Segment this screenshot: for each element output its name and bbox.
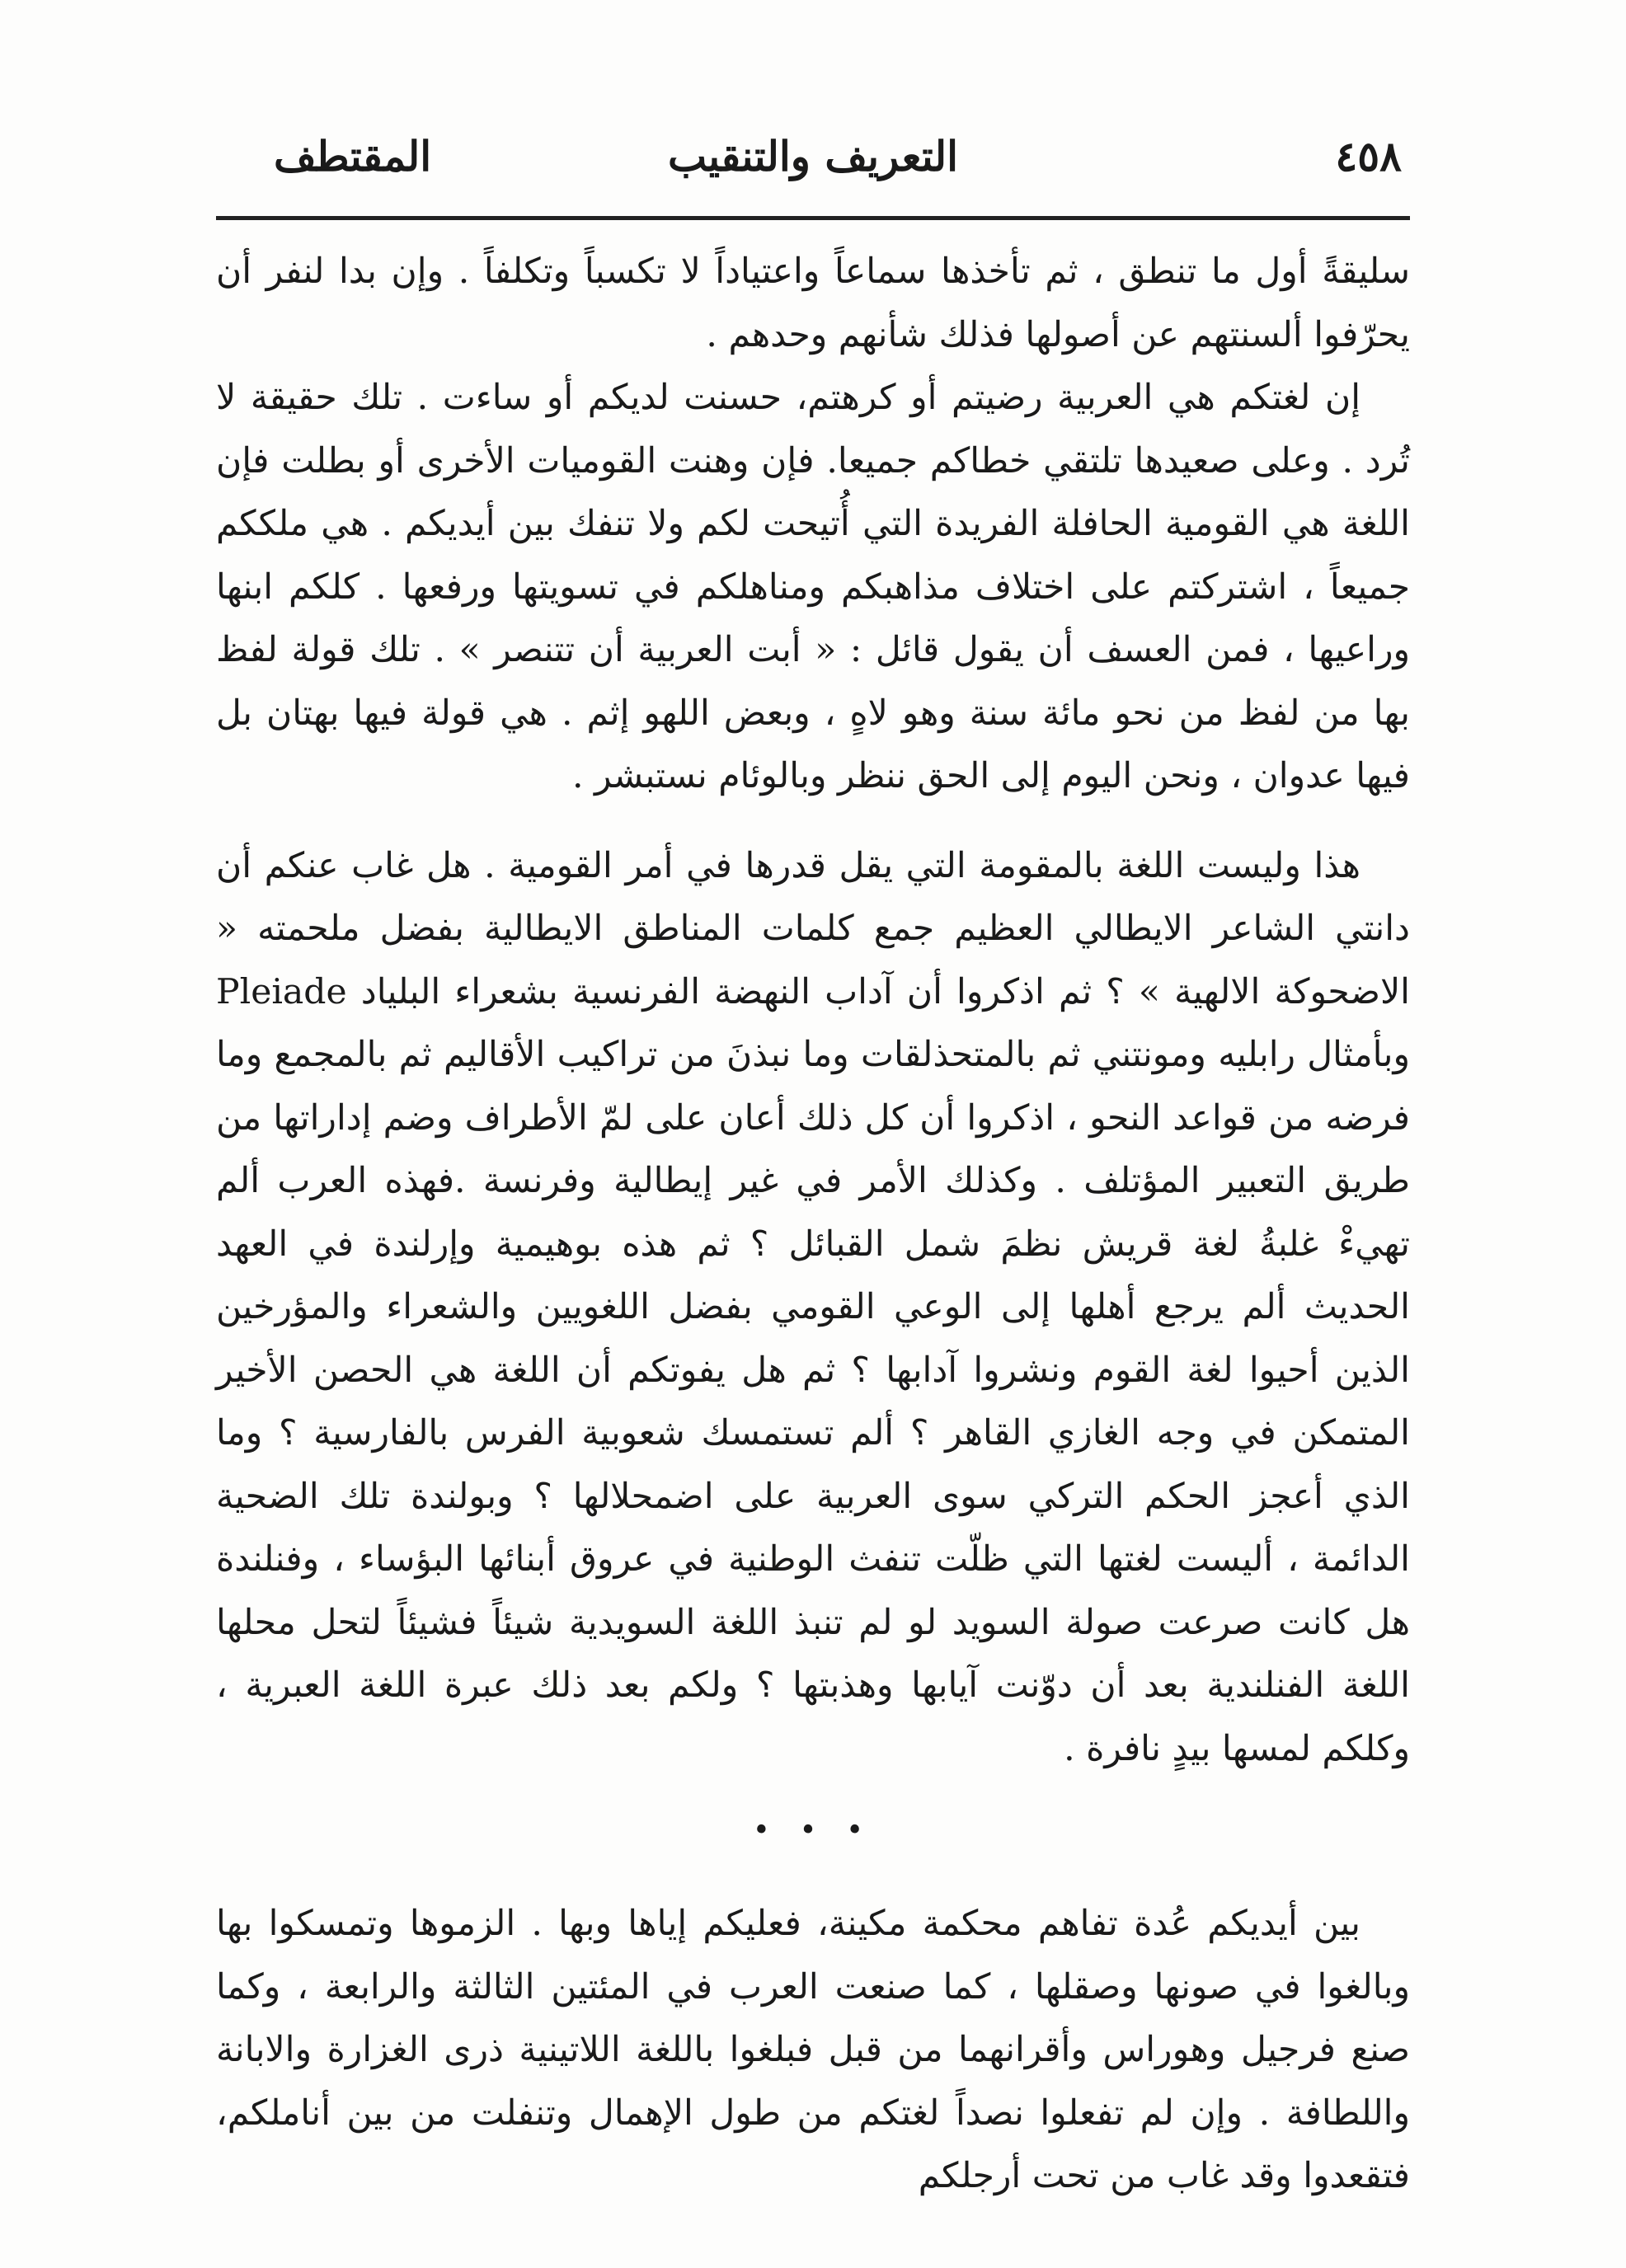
page-header — [216, 132, 1410, 190]
paragraph-language-nationalism: هذا وليست اللغة بالمقومة التي يقل قدرها في أمر القومية . هل غاب عنكم أن دانتي الشاعر الايطالي العظيم جمع كلمات المناطق الايطالية بفضل ملحمته « الاضحوكة الالهية » ؟ ثم اذكروا أن آداب النهضة الفرنسية بشعراء البلياد Pleiade وبأمثال رابليه ومونتني ثم بالمتحذلقات وما نبذنَ من تراكيب الأقاليم ثم بالمجمع وما فرضه من قواعد النحو ، اذكروا أن كل ذلك أعان على لمّ الأطراف وضم إداراتها من طريق التعبير المؤتلف . وكذلك الأمر في غير إيطالية وفرنسة .فهذه العرب ألم تهيءْ غلبةُ لغة قريش نظمَ شمل القبائل ؟ ثم هذه بوهيمية وإرلندة في العهد الحديث ألم يرجع أهلها إلى الوعي القومي بفضل اللغويين والشعراء والمؤرخين الذين أحيوا لغة القوم ونشروا آدابها ؟ ثم هل يفوتكم أن اللغة هي الحصن الأخير المتمكن في وجه الغازي القاهر ؟ ألم تستمسك شعوبية الفرس بالفارسية ؟ وما الذي أعجز الحكم التركي سوى العربية على اضمحلالها ؟ وبولندة تلك الضحية الدائمة ، أليست لغتها التي ظلّت تنفث الوطنية في عروق أبنائها البؤساء ، وفنلندة هل كانت صرعت صولة السويد لو لم تنبذ اللغة السويدية شيئاً فشيئاً لتحل محلها اللغة الفنلندية بعد أن دوّنت آيابها وهذبتها ؟ ولكم بعد ذلك عبرة اللغة العبرية ، وكلكم لمسها بيدٍ نافرة . — [216, 845, 1410, 1769]
section-separator: • • • — [752, 1814, 874, 1848]
journal-name: المقتطف — [274, 132, 432, 181]
section-title: التعريف والتنقيب — [668, 132, 958, 181]
page-number: ٤٥٨ — [1335, 132, 1402, 181]
paragraph-preserve-language: بين أيديكم عُدة تفاهم محكمة مكينة، فعليكم إياها وبها . الزموها وتمسكوا بها وبالغوا في صونها وصقلها ، كما صنعت العرب في المئتين الثالثة والرابعة ، وكما صنع فرجيل وهوراس وأقرانهما من قبل فبلغوا باللغة اللاتينية ذرى الغزارة والابانة واللطافة . وإن لم تفعلوا نصداً لغتكم من طول الإهمال وتنفلت من بين أناملكم، فتقعدوا وقد غاب من تحت أرجلكم — [216, 1904, 1410, 2196]
paragraph-continuation: سليقةً أول ما تنطق ، ثم تأخذها سماعاً واعتياداً لا تكسباً وتكلفاً . وإن بدا لنفر أن يحرّفوا ألسنتهم عن أصولها فذلك شأنهم وحدهم . — [216, 251, 1410, 355]
article-body — [216, 241, 1410, 2209]
header-rule — [216, 216, 1410, 220]
paragraph-language-identity: إن لغتكم هي العربية رضيتم أو كرهتم، حسنت لديكم أو ساءت . تلك حقيقة لا تُرد . وعلى صعيدها تلتقي خطاكم جميعا. فإن وهنت القوميات الأخرى أو بطلت فإن اللغة هي القومية الحافلة الفريدة التي أُتيحت لكم ولا تنفك بين أيديكم . هي ملككم جميعاً ، اشتركتم على اختلاف مذاهبكم ومناهلكم في تسويتها ورفعها . كلكم ابنها وراعيها ، فمن العسف أن يقول قائل : « أبت العربية أن تتنصر » . تلك قولة لفظ بها من لفظ من نحو مائة سنة وهو لاهٍ ، وبعض اللهو إثم . هي قولة فيها بهتان بل فيها عدوان ، ونحن اليوم إلى الحق ننظر وبالوئام نستبشر . — [216, 378, 1410, 796]
paragraph-gap — [216, 809, 1410, 835]
